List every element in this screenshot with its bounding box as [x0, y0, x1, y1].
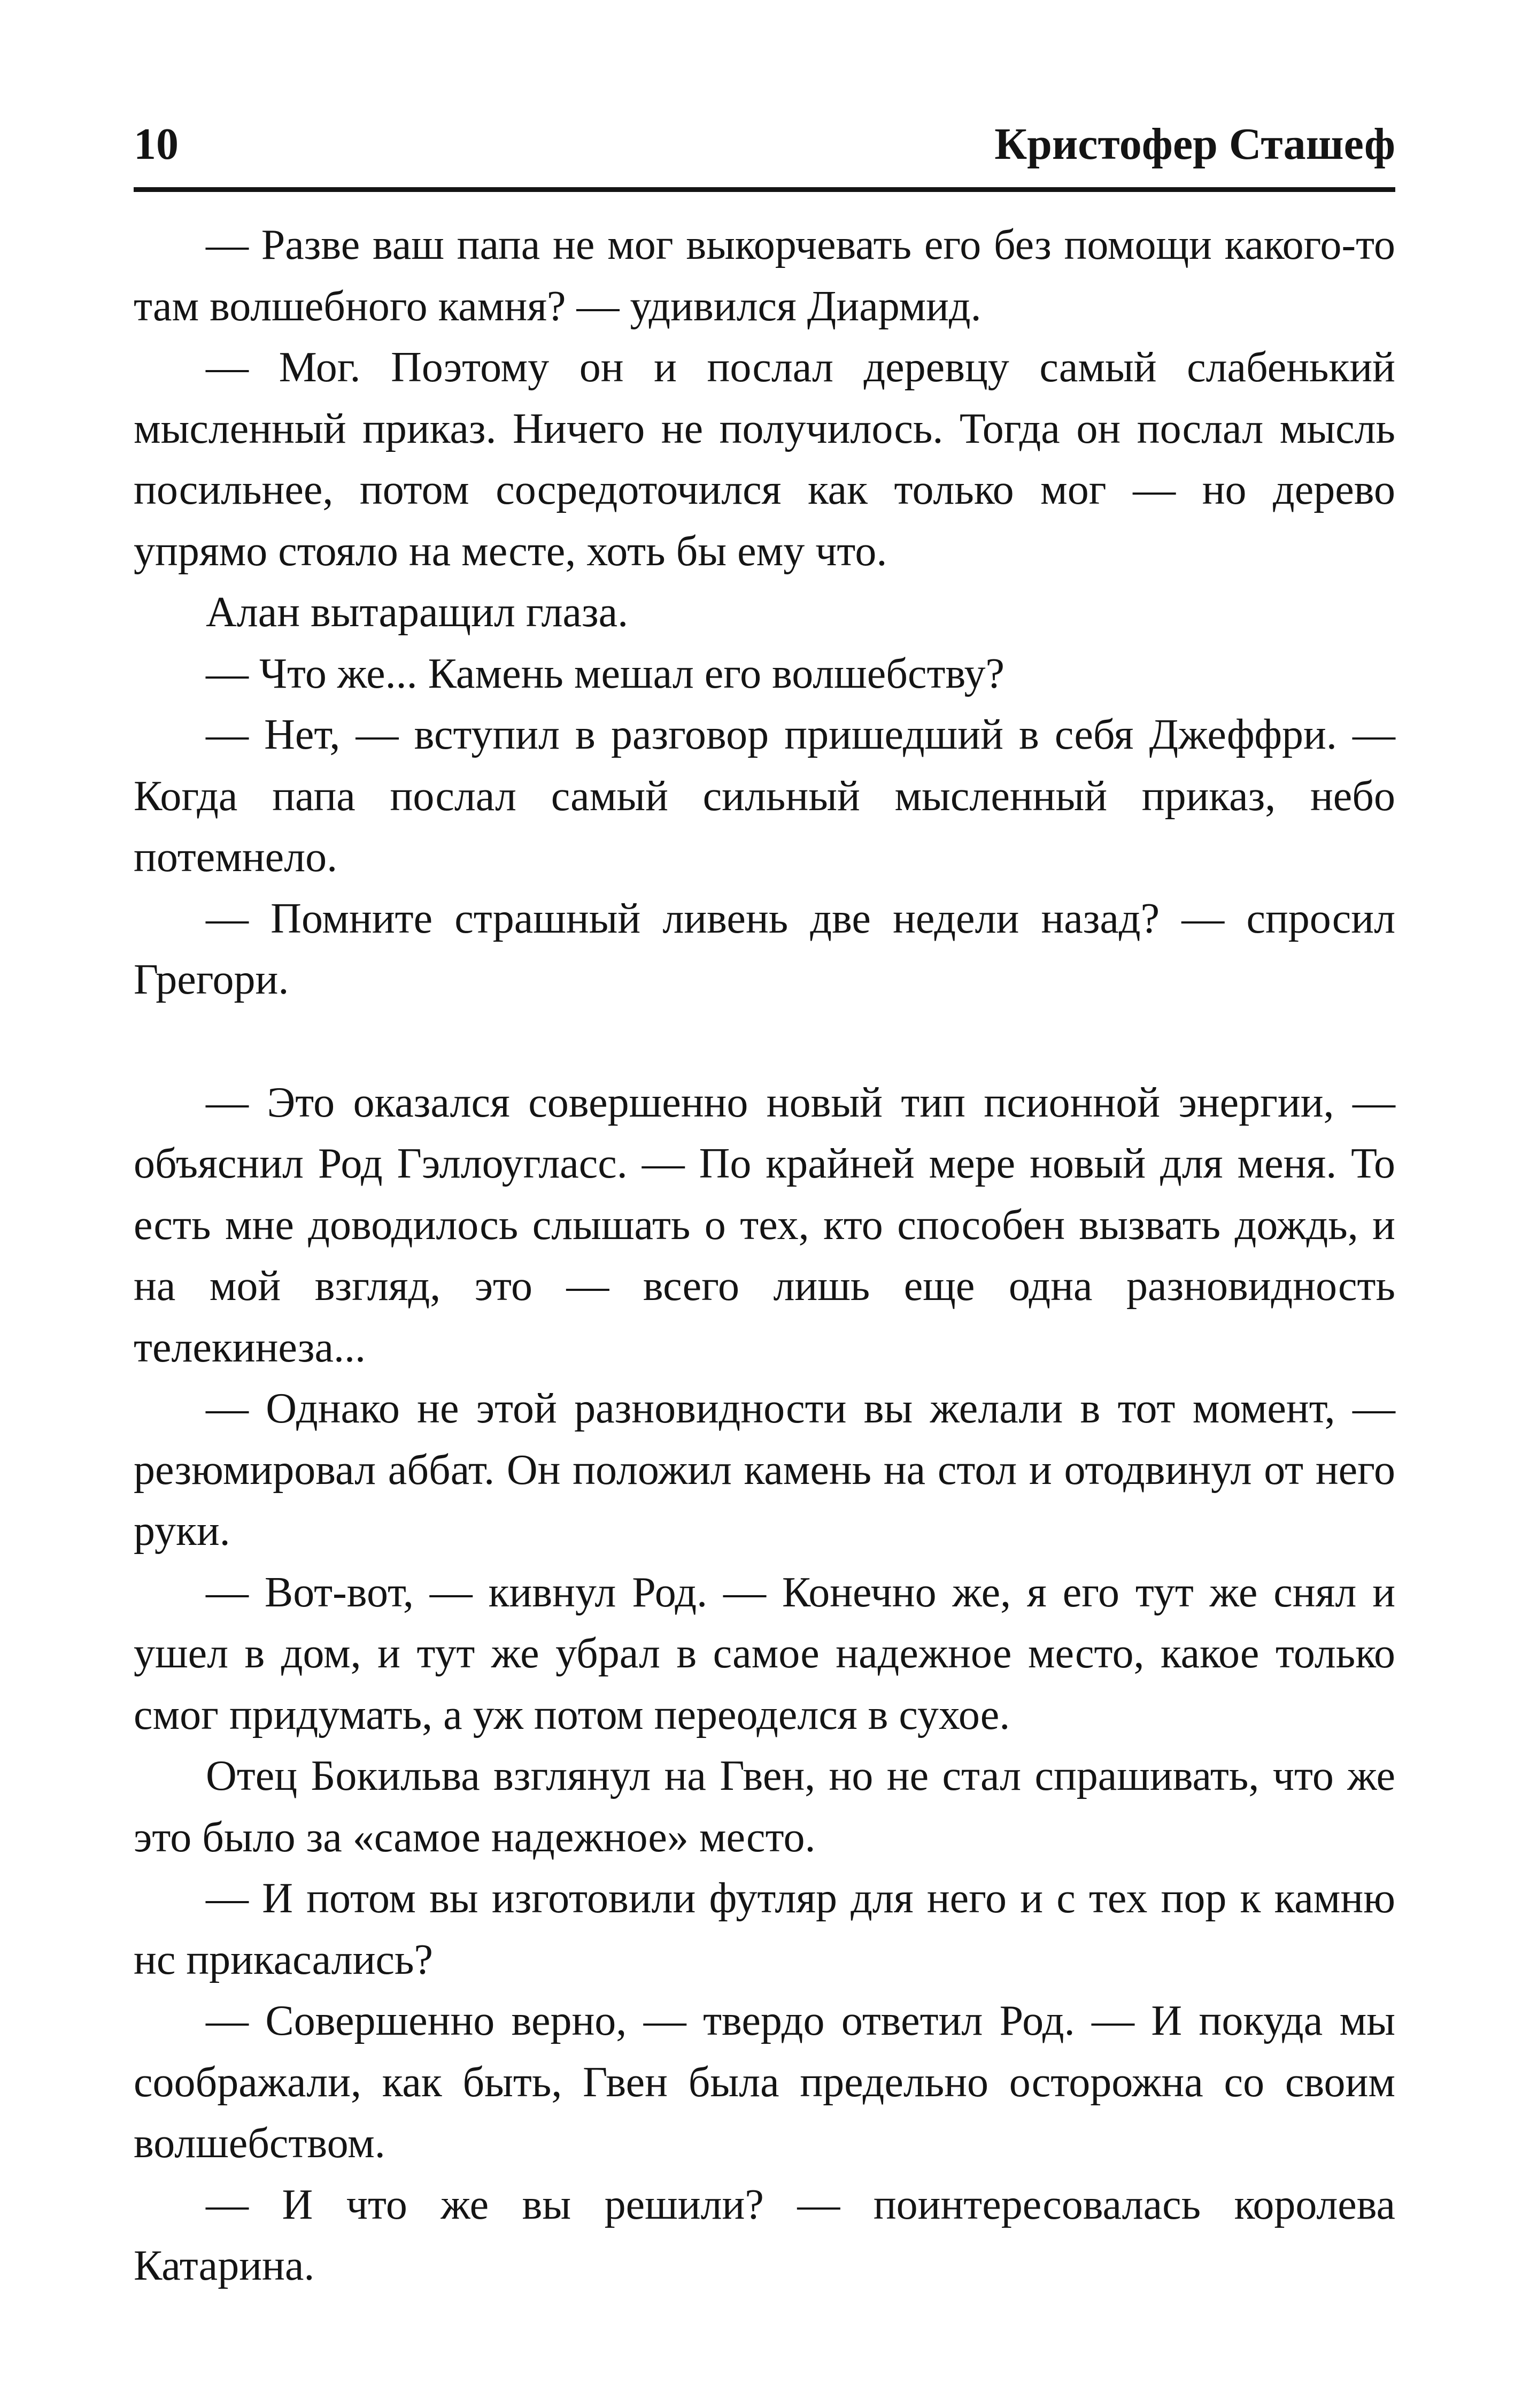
- paragraph: — И потом вы изготовили футляр для него и с тех пор к камню нс прикасались?: [134, 1875, 1395, 1983]
- paragraph: — Вот-вот, — кивнул Род. — Конечно же, я его тут же снял и ушел в дом, и тут же убрал в самое надежное место, какое только смог придумать, а уж потом переоделся в сухое.: [134, 1568, 1395, 1738]
- page-number: 10: [134, 119, 179, 169]
- paragraph: — Это оказался совершенно новый тип псионной энергии, — объяснил Род Гэллоугласс. — По крайней мере новый для меня. То есть мне доводилось слышать о тех, кто способен вызвать дождь, и на мой взгляд, это — всего лишь еще одна разновидность телекинеза...: [134, 1079, 1395, 1371]
- paragraph: — Однако не этой разновидности вы желали в тот момент, — резюмировал аббат. Он положил камень на стол и отодвинул от него руки.: [134, 1385, 1395, 1555]
- running-head: [134, 107, 1395, 192]
- paragraph: — Мог. Поэтому он и послал деревцу самый слабенький мысленный приказ. Ничего не получилось. Тогда он послал мысль посильнее, потом сосредоточился как только мог — но дерево упрямо стояло на месте, хоть бы ему что.: [134, 344, 1395, 575]
- book-page: [134, 107, 1395, 2353]
- paragraph: — Совершенно верно, — твердо ответил Род. — И покуда мы соображали, как быть, Гвен была предельно осторожна со своим волшебством.: [134, 1997, 1395, 2167]
- paragraph: — Нет, — вступил в разговор пришедший в себя Джеффри. — Когда папа послал самый сильный мысленный приказ, небо потемнело.: [134, 711, 1395, 881]
- section-break: [134, 1011, 1395, 1072]
- paragraph: — Что же... Камень мешал его волшебству?: [206, 650, 1004, 697]
- paragraph: Отец Бокильва взглянул на Гвен, но не стал спрашивать, что же это было за «самое надежное» место.: [134, 1752, 1395, 1861]
- text-body: [134, 214, 1395, 2297]
- paragraph: — И что же вы решили? — поинтересовалась королева Катарина.: [134, 2181, 1395, 2289]
- running-title: Кристофер Сташеф: [994, 119, 1395, 169]
- paragraph: — Помните страшный ливень две недели назад? — спросил Грегори.: [134, 895, 1395, 1003]
- paragraph: — Разве ваш папа не мог выкорчевать его без помощи какого-то там волшебного камня? — удивился Диармид.: [134, 221, 1395, 330]
- paragraph: Алан вытаращил глаза.: [206, 589, 629, 636]
